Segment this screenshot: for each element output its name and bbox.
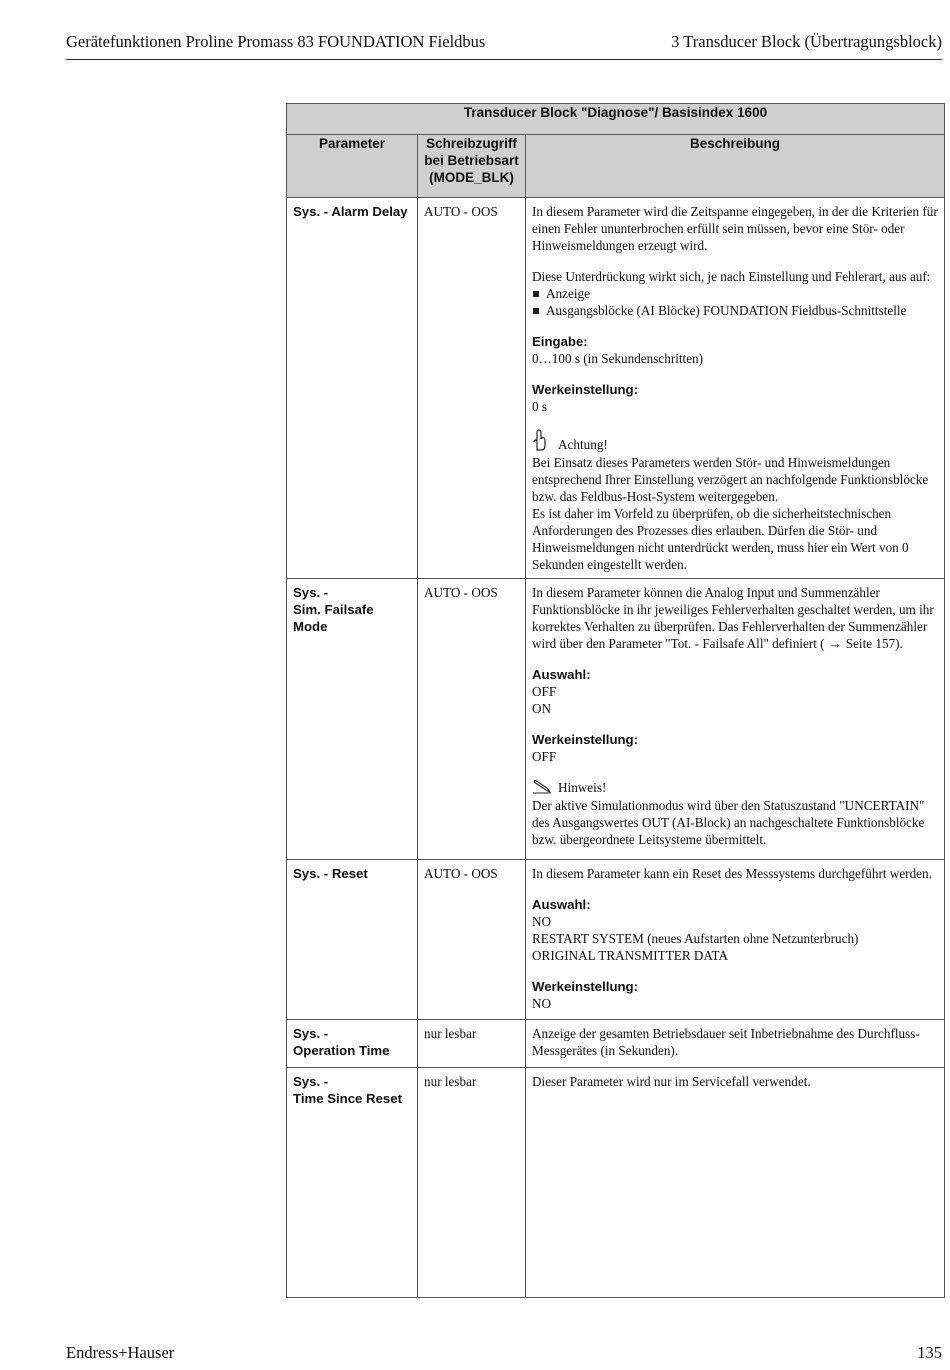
pencil-icon [532, 780, 558, 797]
col-header-access [418, 135, 526, 198]
desc-text: In diesem Parameter können die Analog Input und Summenzähler Funktionsblöcke in ihr jeweiliges Fehlerverhalten geschaltet werden, um ihr korrektes Verhalten zu überprüfen. Das Fehlerverhalten der Summenzähler wird über den Parameter "Tot. - Failsafe All" definiert ( [532, 585, 934, 651]
desc-reset [526, 860, 945, 1020]
param-operation-time [287, 1020, 418, 1068]
warning-text: Bei Einsatz dieses Parameters werden Stör- und Hinweismeldungen entsprechend Ihrer Einstellung verzögert an nachfolgende Funktionsblöcke bzw. das Feldbus-Host-System weitergegeben. [532, 455, 929, 504]
default-block [532, 731, 938, 765]
param-line: Sys. - [293, 1074, 329, 1089]
param-alarm-delay: Sys. - Alarm Delay [287, 198, 418, 579]
table-row [287, 860, 945, 1020]
default-value: NO [532, 996, 552, 1011]
desc-operation-time [526, 1020, 945, 1068]
col-header-access-line1: Schreibzugriff [426, 136, 517, 151]
table-row [287, 1020, 945, 1068]
param-reset: Sys. - Reset [287, 860, 418, 1020]
footer-page-number: 135 [917, 1343, 942, 1362]
mode-reset: AUTO - OOS [418, 860, 526, 1020]
header-rule [66, 59, 942, 60]
bullet-item: Ausgangsblöcke (AI Blöcke) FOUNDATION Fieldbus-Schnittstelle [532, 302, 938, 319]
mode-alarm-delay: AUTO - OOS [418, 198, 526, 579]
hand-pointing-icon [532, 429, 558, 454]
selection-option: OFF [532, 684, 557, 699]
desc-paragraph: In diesem Parameter wird die Zeitspanne eingegeben, in der die Kriterien für einen Fehler ununterbrochen erfüllt sein müssen, bevor eine Stör- oder Hinweismeldungen erzeugt wird. [532, 204, 938, 253]
desc-effect-block [532, 268, 938, 319]
table-row [287, 579, 945, 860]
input-value: 0…100 s (in Sekundenschritten) [532, 351, 704, 366]
default-label: Werkeinstellung: [532, 979, 639, 994]
desc-paragraph [532, 584, 938, 652]
warning-block [532, 429, 938, 573]
param-line: Sys. - [293, 585, 329, 600]
param-sim-failsafe [287, 579, 418, 860]
note-text: Der aktive Simulationmodus wird über den Statuszustand "UNCERTAIN" des Ausgangswertes OUT (AI-Block) an nachgeschaltete Funktionsblöcke bzw. übergeordnete Leitsysteme übermittelt. [532, 798, 925, 847]
default-value: OFF [532, 749, 557, 764]
selection-option: NO [532, 914, 552, 929]
param-line: Time Since Reset [293, 1091, 402, 1106]
mode-time-since-reset: nur lesbar [418, 1068, 526, 1298]
table-row [287, 1068, 945, 1298]
warning-heading [532, 429, 938, 454]
desc-paragraph: Dieser Parameter wird nur im Servicefall verwendet. [532, 1074, 811, 1089]
default-block [532, 978, 938, 1012]
note-block [532, 779, 938, 848]
transducer-diagnose-table [286, 103, 945, 1298]
selection-option: RESTART SYSTEM (neues Aufstarten ohne Netzunterbruch) [532, 931, 859, 946]
note-heading [532, 779, 938, 797]
default-block [532, 381, 938, 415]
note-label: Hinweis! [558, 780, 607, 795]
warning-label: Achtung! [558, 437, 608, 452]
default-label: Werkeinstellung: [532, 382, 639, 397]
desc-alarm-delay [526, 198, 945, 579]
selection-block [532, 666, 938, 717]
mode-operation-time: nur lesbar [418, 1020, 526, 1068]
default-value: 0 s [532, 399, 548, 414]
selection-label: Auswahl: [532, 897, 591, 912]
warning-text-2: Es ist daher im Vorfeld zu überprüfen, ob die sicherheitstechnischen Anforderungen des Prozesses dies erlauben. Dürfen die Stör- und Hinweismeldungen nicht unterdrückt werden, muss hier ein Wert von 0 Sekunden eingestellt werden. [532, 506, 909, 572]
col-header-access-line3: (MODE_BLK) [429, 170, 514, 185]
table-row [287, 198, 945, 579]
input-block [532, 333, 938, 367]
bullet-item: Anzeige [532, 285, 938, 302]
mode-sim-failsafe: AUTO - OOS [418, 579, 526, 860]
header-left-title: Gerätefunktionen Proline Promass 83 FOUNDATION Fieldbus [66, 32, 486, 51]
param-time-since-reset [287, 1068, 418, 1298]
desc-paragraph: Diese Unterdrückung wirkt sich, je nach Einstellung und Fehlerart, aus auf: [532, 269, 931, 284]
param-line: Operation Time [293, 1043, 390, 1058]
param-line: Sys. - [293, 1026, 329, 1041]
col-header-parameter: Parameter [287, 135, 418, 198]
table-title: Transducer Block "Diagnose"/ Basisindex 1600 [287, 104, 945, 135]
selection-label: Auswahl: [532, 667, 591, 682]
arrow-right-icon: → [828, 636, 842, 651]
default-label: Werkeinstellung: [532, 732, 639, 747]
desc-sim-failsafe [526, 579, 945, 860]
input-label: Eingabe: [532, 334, 588, 349]
footer-brand: Endress+Hauser [66, 1343, 175, 1362]
col-header-access-line2: bei Betriebsart [424, 153, 519, 168]
col-header-description: Beschreibung [526, 135, 945, 198]
selection-option: ON [532, 701, 552, 716]
selection-block [532, 896, 938, 964]
param-line: Sim. Failsafe Mode [293, 602, 374, 634]
header-right-chapter: 3 Transducer Block (Übertragungsblock) [671, 32, 942, 51]
desc-time-since-reset [526, 1068, 945, 1298]
desc-paragraph: Anzeige der gesamten Betriebsdauer seit Inbetriebnahme des Durchfluss-Messgerätes (in Sekunden). [532, 1026, 920, 1058]
selection-option: ORIGINAL TRANSMITTER DATA [532, 948, 729, 963]
desc-paragraph: In diesem Parameter kann ein Reset des Messsystems durchgeführt werden. [532, 866, 932, 881]
page-reference: Seite 157). [845, 636, 903, 651]
